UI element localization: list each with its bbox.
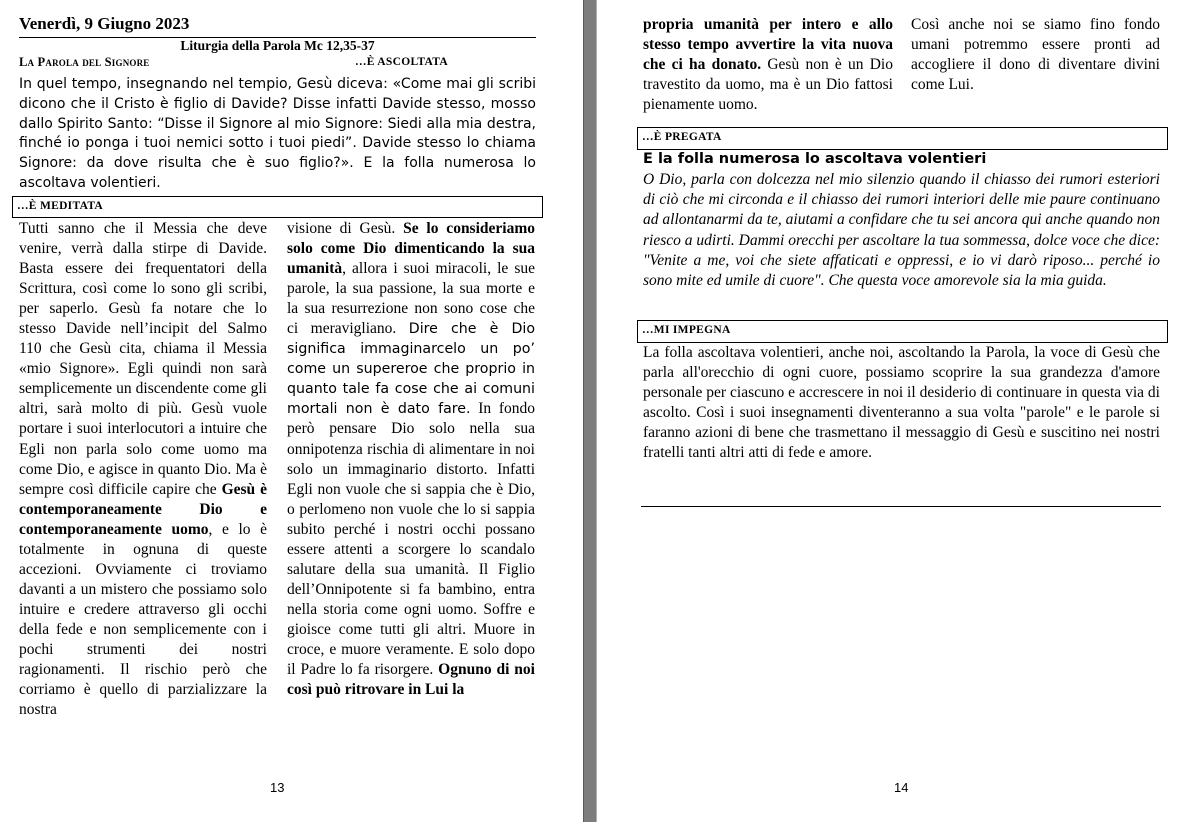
meditation-col1-run: , e lo è totalmente in ognuna di queste accezioni. Ovviamente ci troviamo davanti a un mistero che possiamo solo intuire e credere attraverso gli occhi della fede e non semplicemente con i pochi strumenti dei nostri ragionamenti. Il rischio però che corriamo è quello di parzializzare la nostra [19,520,267,719]
meditation-col2-bold-run: Ognuno di noi così può ritrovare in Lui la [287,661,535,699]
left-page [0,0,583,822]
liturgy-reference: Liturgia della Parola Mc 12,35-37 [180,38,375,53]
meditation-col2-run: In fondo però pensare Dio solo nella sua onnipotenza rischia di alimentare in noi solo un immaginario distorto. Infatti Egli non vuole che si sappia che è Dio, o perlomeno non vuole che lo si sappia subito perché i nostri occhi possano essere attenti a scorgere lo scandalo salutare della sua umanità. Il Figlio dell’Onnipotente si fa bambino, entra nella storia come ogni uomo. Soffre e gioisce come tutti gli altri. Muore in croce, e muore veramente. E solo dopo il Padre lo fa risorgere. [287,400,535,679]
meditation-col1-run: Tutti sanno che il Messia che deve venire, verrà dalla stirpe di Davide. Basta essere dei frequentatori della Scrittura, così come lo sono gli scribi, per saperlo. Gesù fa notare che lo stesso Davide nell’incipit del Salmo 110 che Gesù cita, chiama il Messia «mio Signore». Egli quindi non sarà semplicemente un discendente come gli altri, sarà molto di più. Gesù vuole portare i suoi interlocutori a intuire che Egli non parla solo come uomo ma come Dio, e agisce in quanto Dio. Ma è sempre così difficile capire che [19,220,267,498]
prayer-text: O Dio, parla con dolcezza nel mio silenzio quando il chiasso dei rumori esteriori di ciò che mi circonda e il chiasso dei rumori interiori delle mie paure continuano ad allontanarmi da te, aiutami a confidare che tu sei ancora qui anche quando non riesco a udirti. Dammi orecchi per ascoltare la tua sommessa, dolce voce che dice: "Venite a me, voi che siete affaticati e oppressi, e io vi darò riposo... perché io sono mite ed umile di cuore". Che questa voce amorevole sia la mia guida. [643,171,1160,290]
meditation-col2-run: , allora i suoi miracoli, le sue parole, la sua passione, la sua morte e la sua resurrezione non sono cose che ci meravigliano. [287,260,535,338]
section-word-of-the-lord: La Parola del Signore [19,55,150,69]
page-number-left: 13 [270,780,285,795]
footer-rule [641,506,1161,507]
commitment-label: …MI IMPEGNA [642,324,731,336]
meditation-col2-sans-run: Dire che è Dio significa immaginarcelo un po’ come un supereroe che proprio in quanto tale fa cose che ai comuni mortali non è dato fare. [287,321,535,418]
prayer-title: E la folla numerosa lo ascoltava volentieri [643,151,987,167]
prayer-section-box [637,127,1168,150]
meditation-column-1 [19,219,267,720]
meditation-col1-bold-run: Gesù è contemporaneamente Dio e contemporaneamente uomo [19,480,268,538]
page-divider [583,0,597,822]
meditation-col2-bold-run: Se lo consideriamo solo come Dio dimenticando la sua umanità [287,220,535,278]
meditation-section-box [12,196,543,218]
continuation-bold-run: propria umanità per intero e allo stesso tempo avvertire la vita nuova che ci ha donato. [643,16,893,74]
continuation-column-2: Così anche noi se siamo fino fondo umani potremmo essere pronti ad accogliere il dono di diventare divini come Lui. [911,16,1160,94]
date-heading: Venerdì, 9 Giugno 2023 [19,14,190,33]
commitment-section-box [637,320,1168,343]
meditation-column-2 [287,219,535,700]
continuation-run: Gesù non è un Dio travestito da uomo, ma è un Dio fattosi pienamente uomo. [643,56,893,114]
meditation-label: …È MEDITATA [17,200,104,212]
page-number-right: 14 [894,780,909,795]
meditation-col2-run: visione di Gesù. [287,220,404,237]
prayer-label: …È PREGATA [642,131,722,143]
gospel-text: In quel tempo, insegnando nel tempio, Gesù diceva: «Come mai gli scribi dicono che il Cristo è figlio di Davide? Disse infatti Davide stesso, mosso dallo Spirito Santo: “Disse il Signore al mio Signore: Siedi alla mia destra, finché io ponga i tuoi nemici sotto i tuoi piedi”. Davide stesso lo chiama Signore: da dove risulta che è suo figlio?». E la folla numerosa lo ascoltava volentieri. [19,76,536,191]
commitment-text: La folla ascoltava volentieri, anche noi, ascoltando la Parola, la voce di Gesù che parla all'orecchio di ogni cuore, possiamo scoprire la sua grandezza d'amore personale per ciascuno e accrescere in noi il desiderio di continuare in questa via di ascolto. Così i suoi insegnamenti diventeranno a sua volta "parole" e le parole si faranno azioni di bene che trasmettano il messaggio di Gesù e suscitino nei nostri fratelli tanti altri atti di fede e amore. [643,344,1160,462]
section-listened: …È ASCOLTATA [355,56,448,68]
continuation-column-1 [643,15,893,115]
